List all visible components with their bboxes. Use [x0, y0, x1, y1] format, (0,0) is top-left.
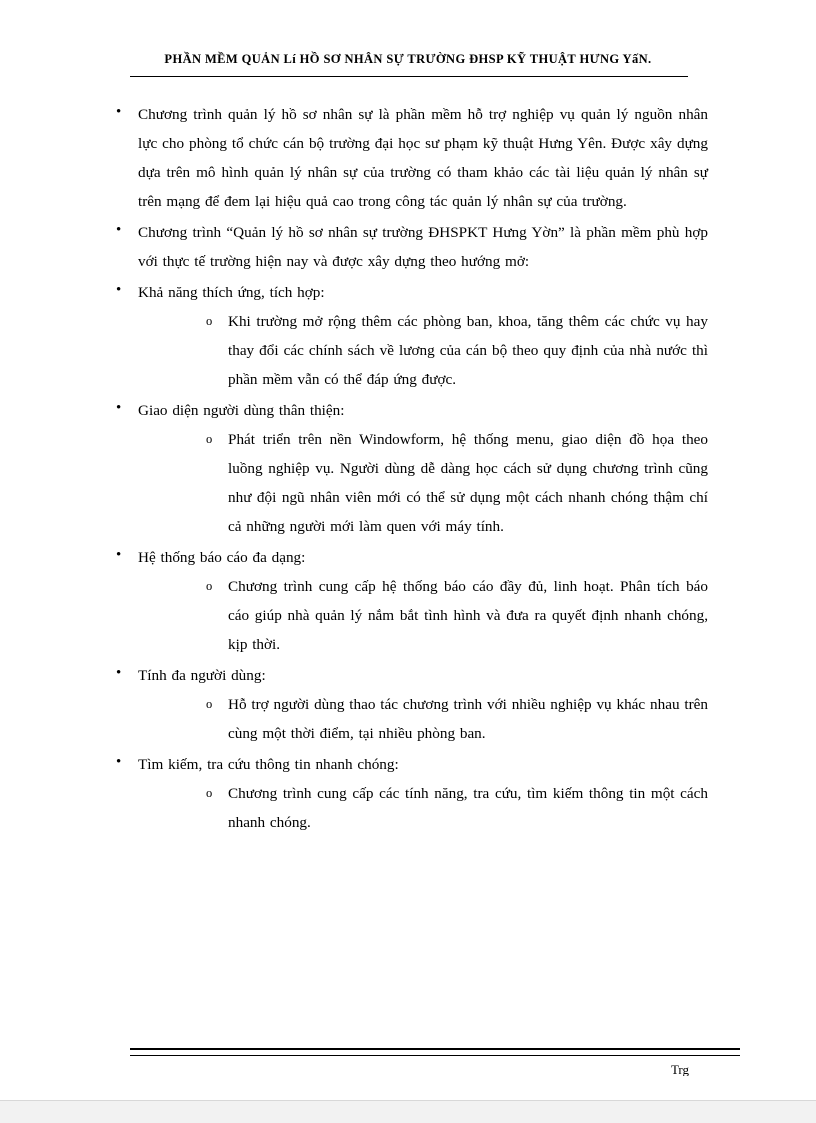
- sub-bullet-text: o Phát triển trên nền Windowform, hệ thống menu, giao diện đồ họa theo luồng nghiệp vụ. Người dùng dễ dàng học cách sử dụng chương trình cũng như đội ngũ nhân viên mới có thể sử dụng một cách nhanh chóng thậm chí cả những người mới làm quen với máy tính.: [228, 431, 708, 535]
- sub-bullet-list: [138, 425, 708, 541]
- sub-list-item: [200, 690, 708, 748]
- header-title: PHẦN MỀM QUẢN Lí HỒ SƠ NHÂN SỰ TRƯỜNG ĐHSP KỸ THUẬT HƯNG YấN.: [164, 52, 652, 66]
- footer-divider-thin: [130, 1055, 740, 1056]
- bullet-text: • Hệ thống báo cáo đa dạng:: [138, 549, 306, 566]
- page-number: Trg: [670, 1062, 690, 1076]
- list-item: [108, 543, 708, 659]
- bullet-text: • Chương trình “Quản lý hồ sơ nhân sự trường ĐHSPKT Hưng Yờn” là phần mềm phù hợp với thực tế trường hiện nay và được xây dựng theo hướng mở:: [138, 224, 708, 270]
- footer-divider-thick: [130, 1048, 740, 1050]
- sub-bullet-list: [138, 307, 708, 394]
- bullet-text: • Khả năng thích ứng, tích hợp:: [138, 284, 325, 301]
- sub-bullet-list: [138, 572, 708, 659]
- bullet-text: • Chương trình quản lý hồ sơ nhân sự là phần mềm hỗ trợ nghiệp vụ quản lý nguồn nhân lực cho phòng tổ chức cán bộ trường đại học sư phạm kỹ thuật Hưng Yên. Được xây dựng dựa trên mô hình quản lý nhân sự của trường có tham khảo các tài liệu quản lý nhân sự trên mạng để đem lại hiệu quả cao trong công tác quản lý nhân sự của trường.: [138, 106, 708, 210]
- header-divider: [130, 76, 688, 77]
- sub-list-item: [200, 572, 708, 659]
- list-item: [108, 750, 708, 837]
- sub-bullet-list: [138, 690, 708, 748]
- page-bottom-strip: [0, 1100, 816, 1123]
- sub-bullet-text: o Chương trình cung cấp các tính năng, tra cứu, tìm kiếm thông tin một cách nhanh chóng.: [228, 785, 708, 831]
- bullet-text: • Tính đa người dùng:: [138, 667, 266, 684]
- sub-list-item: [200, 425, 708, 541]
- bullet-text: • Giao diện người dùng thân thiện:: [138, 402, 345, 419]
- sub-bullet-list: [138, 779, 708, 837]
- list-item: [108, 100, 708, 216]
- list-item: [108, 278, 708, 394]
- sub-bullet-text: o Chương trình cung cấp hệ thống báo cáo đầy đủ, linh hoạt. Phân tích báo cáo giúp nhà quản lý nắm bắt tình hình và đưa ra quyết định nhanh chóng, kịp thời.: [228, 578, 708, 653]
- sub-bullet-text: o Hỗ trợ người dùng thao tác chương trình với nhiều nghiệp vụ khác nhau trên cùng một thời điểm, tại nhiều phòng ban.: [228, 696, 708, 742]
- page-header: [130, 52, 686, 67]
- bullet-text: • Tìm kiếm, tra cứu thông tin nhanh chóng:: [138, 756, 399, 773]
- document-body: [108, 100, 708, 839]
- list-item: [108, 218, 708, 276]
- bullet-list: [108, 100, 708, 837]
- list-item: [108, 396, 708, 541]
- sub-list-item: [200, 779, 708, 837]
- sub-list-item: [200, 307, 708, 394]
- sub-bullet-text: o Khi trường mở rộng thêm các phòng ban, khoa, tăng thêm các chức vụ hay thay đổi các chính sách về lương của cán bộ theo quy định của nhà nước thì phần mềm vẫn có thể đáp ứng được.: [228, 313, 708, 388]
- list-item: [108, 661, 708, 748]
